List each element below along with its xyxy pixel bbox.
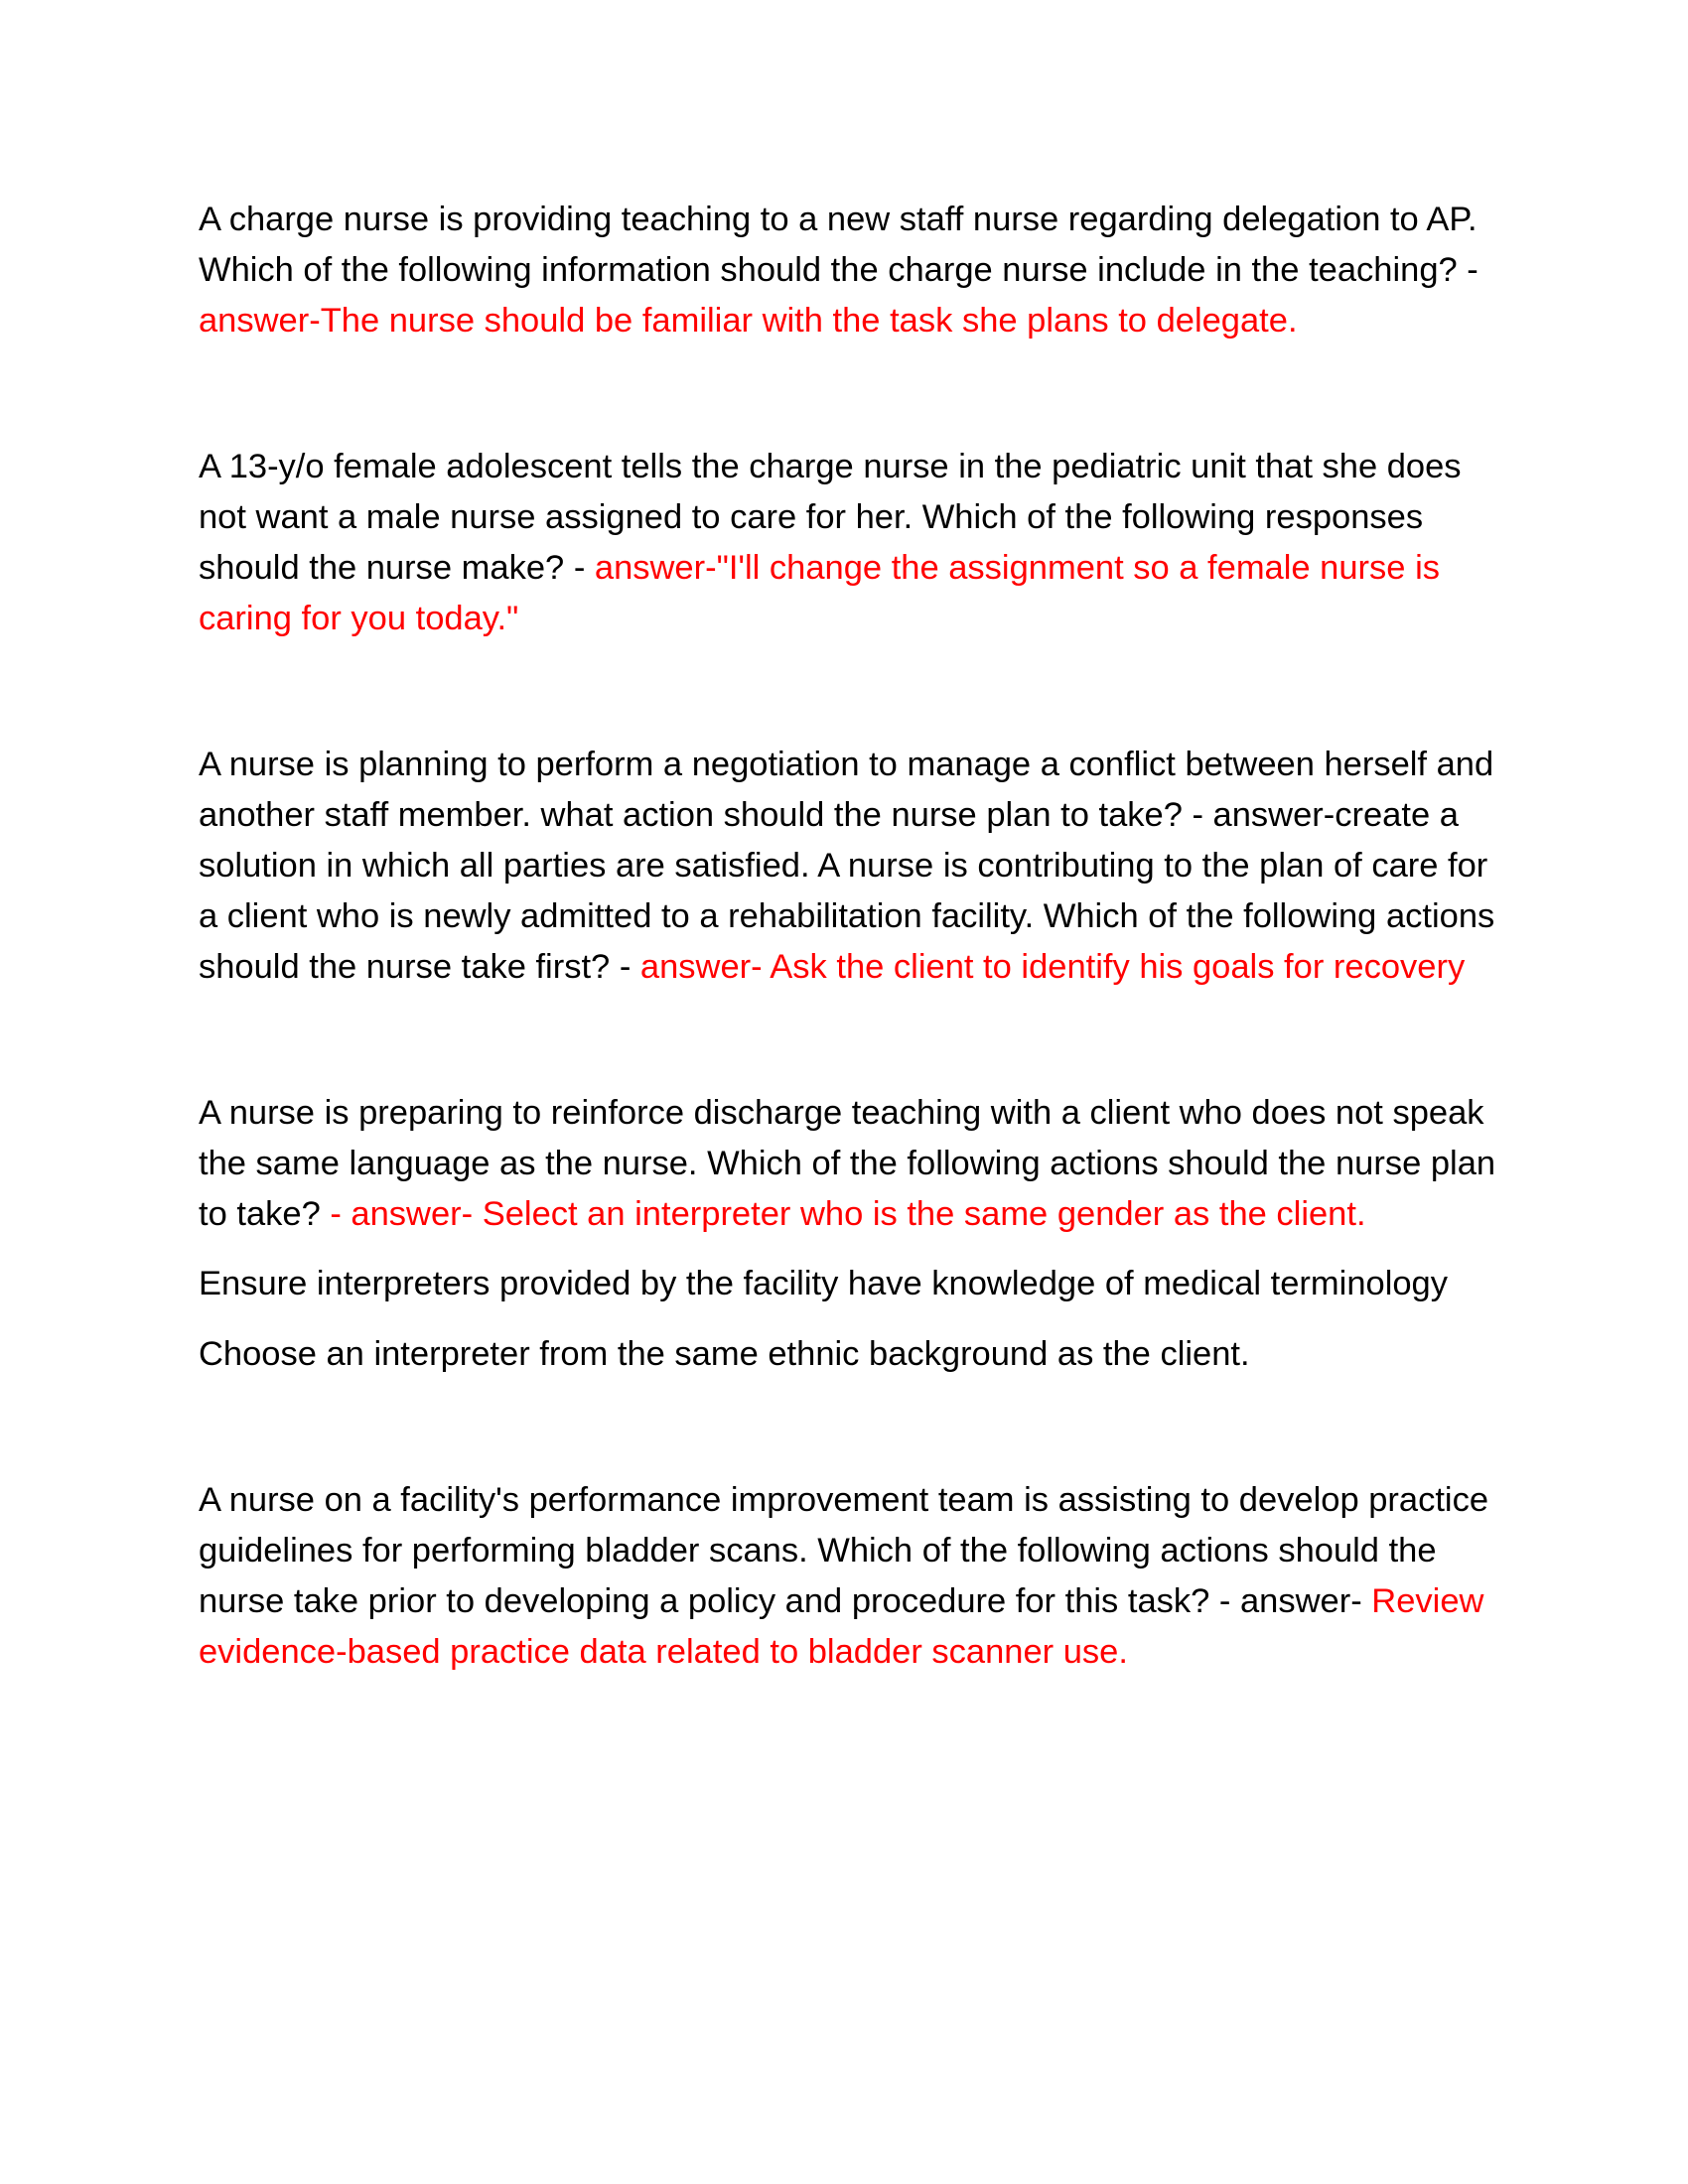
question-block-3 xyxy=(199,740,1499,993)
answer-text: answer-The nurse should be familiar with the task she plans to delegate. xyxy=(199,302,1298,340)
question-text: A nurse is preparing to reinforce discharge teaching with a client who does not speak the same language as the nurse. Which of the following actions should the nurse plan to take? xyxy=(199,1094,1496,1233)
question-block-4 xyxy=(199,1088,1499,1240)
question-paragraph xyxy=(199,740,1499,993)
question-paragraph xyxy=(199,1088,1499,1240)
answer-text: answer-"I'll change the assignment so a female nurse is caring for you today." xyxy=(199,549,1440,637)
question-block-2 xyxy=(199,442,1499,644)
answer-text: answer- Ask the client to identify his goals for recovery xyxy=(639,948,1466,986)
answer-text: - answer- Select an interpreter who is the same gender as the client. xyxy=(330,1195,1366,1233)
answer-text: Review evidence-based practice data related to bladder scanner use. xyxy=(199,1582,1484,1671)
document-body xyxy=(199,195,1499,1773)
question-text: A 13-y/o female adolescent tells the charge nurse in the pediatric unit that she does not want a male nurse assigned to care for her. Which of the following responses should the nurse make? - xyxy=(199,448,1462,587)
question-paragraph xyxy=(199,1475,1499,1678)
question-text: A charge nurse is providing teaching to a new staff nurse regarding delegation to AP. Which of the following information should the charge nurse include in the teaching? - xyxy=(199,201,1478,289)
option-note-1: Ensure interpreters provided by the facility have knowledge of medical terminology xyxy=(199,1265,1448,1302)
question-text: A nurse is planning to perform a negotiation to manage a conflict between herself and another staff member. what action should the nurse plan to take? - answer-create a solution in which all parties are satisfied. A nurse is contributing to the plan of care for a client who is newly admitted to a rehabilitation facility. Which of the following actions should the nurse take first? - xyxy=(199,746,1495,986)
question-paragraph xyxy=(199,442,1499,644)
question-block-1 xyxy=(199,195,1499,346)
question-block-5 xyxy=(199,1475,1499,1678)
question-text: A nurse on a facility's performance improvement team is assisting to develop practice guidelines for performing bladder scans. Which of the following actions should the nurse take prior to developing a policy and procedure for this task? - answer- xyxy=(199,1481,1489,1620)
question-paragraph xyxy=(199,195,1499,346)
option-note-2: Choose an interpreter from the same ethnic background as the client. xyxy=(199,1335,1250,1373)
